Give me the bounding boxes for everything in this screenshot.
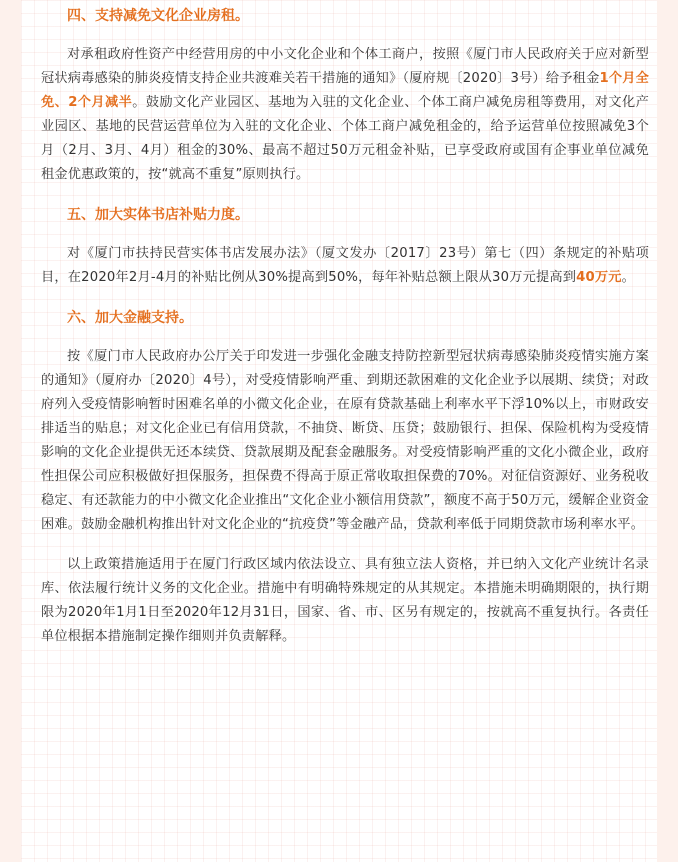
section-4-highlight: 1个月全免、2个月减半 (41, 71, 650, 110)
section-4-paragraph (41, 43, 649, 187)
section-6-paragraph-1: 按《厦门市人民政府办公厅关于印发进一步强化金融支持防控新型冠状病毒感染肺炎疫情实施方案的通知》（厦府办〔2020〕4号），对受疫情影响严重、到期还款困难的文化企业予以展期、续贷；对政府列入受疫情影响暂时困难名单的小微文化企业，在原有贷款基础上利率水平下浮10%以上，市财政安排适当的贴息；对文化企业已有信用贷款，不抽贷、断贷、压贷；鼓励银行、担保、保险机构为受疫情影响的文化企业提供无还本续贷、贷款展期及配套金融服务。对受疫情影响严重的文化小微企业，政府性担保公司应积极做好担保服务，担保费不得高于原正常收取担保费的70%。对征信资源好、业务税收稳定、有还款能力的中小微文化企业推出“文化企业小额信用贷款”，额度不高于50万元，缓解企业资金困难。鼓励金融机构推出针对文化企业的“抗疫贷”等金融产品，贷款利率低于同期贷款市场利率水平。 (41, 349, 649, 532)
section-5-highlight: 40万元 (576, 270, 622, 285)
section-heading-5: 五、加大实体书店补贴力度。 (67, 207, 249, 223)
section-5-text-b: 。 (621, 270, 636, 285)
section-6-paragraph-2: 以上政策措施适用于在厦门行政区域内依法设立、具有独立法人资格，并已纳入文化产业统计名录库、依法履行统计义务的文化企业。措施中有明确特殊规定的从其规定。本措施未明确期限的，执行期限为2020年1月1日至2020年12月31日，国家、省、市、区另有规定的，按就高不重复执行。各责任单位根据本措施制定操作细则并负责解释。 (41, 557, 649, 644)
section-4-text-a: 对承租政府性资产中经营用房的中小文化企业和个体工商户，按照《厦门市人民政府关于应对新型冠状病毒感染的肺炎疫情支持企业共渡难关若干措施的通知》（厦府规〔2020〕3号）给予租金 (41, 47, 649, 86)
section-5-paragraph (41, 242, 649, 290)
section-heading-4: 四、支持减免文化企业房租。 (67, 8, 249, 24)
section-4-text-b: 。鼓励文化产业园区、基地为入驻的文化企业、个体工商户减免房租等费用，对文化产业园区、基地的民营运营单位为入驻的文化企业、个体工商户减免租金的，给予运营单位按照减免3个月（2月、3月、4月）租金的30%、最高不超过50万元租金补贴，已享受政府或国有企事业单位减免租金优惠政策的，按“就高不重复”原则执行。 (41, 95, 649, 182)
article-page (21, 0, 657, 862)
section-heading-6: 六、加大金融支持。 (67, 310, 193, 326)
section-5-text-a: 对《厦门市扶持民营实体书店发展办法》（厦文发办〔2017〕23号）第七（四）条规定的补贴项目，在2020年2月-4月的补贴比例从30%提高到50%，每年补贴总额上限从30万元提高到 (41, 246, 649, 285)
